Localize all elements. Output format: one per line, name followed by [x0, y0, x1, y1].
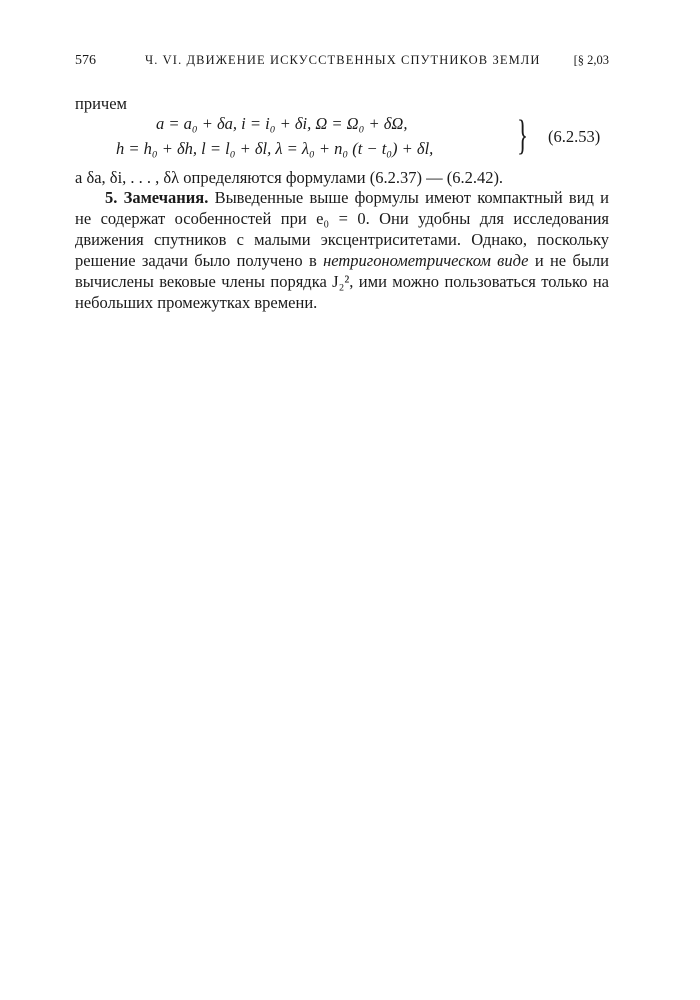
page-number: 576 [75, 53, 96, 68]
running-title: Ч. VI. ДВИЖЕНИЕ ИСКУССТВЕННЫХ СПУТНИКОВ ЗЕМЛИ [145, 53, 541, 67]
remark-paragraph [75, 187, 609, 313]
remark-text-1: Выведенные выше формулы имеют компактный вид и не содержат особенностей при e₀ = 0. Они удобны для исследования движения спутников с малыми эксцентриситетами. Однако, поскольку решение задачи было получено в [75, 188, 609, 270]
right-brace: } [517, 113, 529, 159]
remark-italic: нетригонометрическом виде [323, 251, 529, 270]
equation-line-2: h = h₀ + δh, l = l₀ + δl, λ = λ₀ + n₀ (t − t₀) + δl, [116, 139, 434, 158]
equation-line-1: a = a₀ + δa, i = i₀ + δi, Ω = Ω₀ + δΩ, [156, 114, 408, 133]
equation-number: (6.2.53) [548, 127, 601, 146]
intro-word: причем [75, 94, 127, 113]
after-equation-text: а δa, δi, . . . , δλ определяются формулами (6.2.37) — (6.2.42). [75, 168, 504, 187]
remark-heading: 5. Замечания. [105, 188, 209, 207]
section-marker: [§ 2,03 [573, 53, 609, 67]
remark-text-2: и не были вычислены вековые члены порядка J₂², ими можно пользоваться только на небольших промежутках времени. [75, 251, 609, 312]
page-header [75, 53, 609, 73]
